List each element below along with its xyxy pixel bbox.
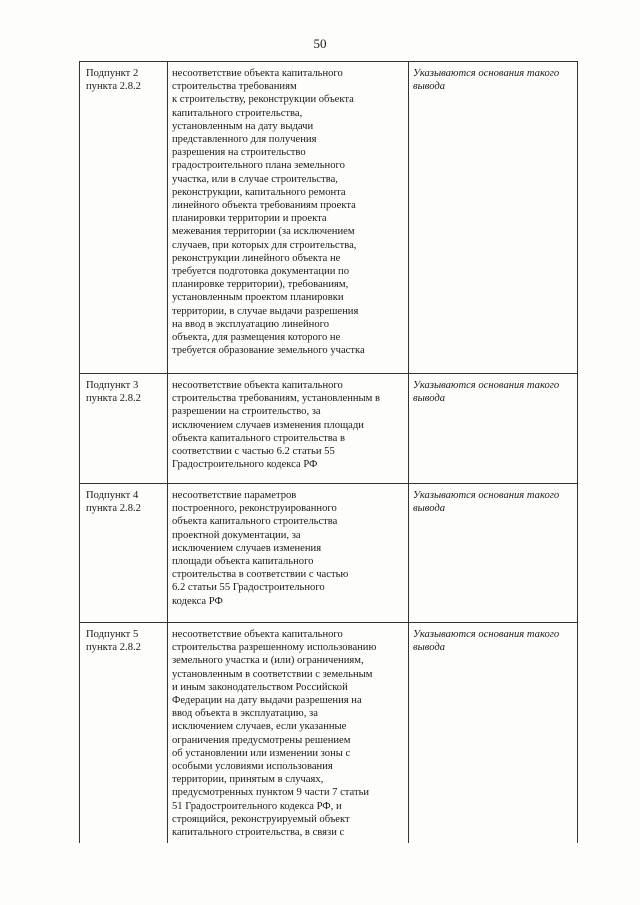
description-line: площади объекта капитального [172,556,314,568]
description-cell [168,62,409,374]
ref-line: Подпункт 2 [86,68,139,79]
description-line: разрешения на строительство [172,147,306,159]
description-line: территории, в случае выдачи разрешения [172,305,359,317]
description-line: установленным проектом планировки [172,292,344,304]
description-line: земельного участка и (или) ограничениям, [172,655,364,667]
description-line: кодекса РФ [172,595,223,607]
description-line: Федерации на дату выдачи разрешения на [172,695,362,707]
note-line: Указываются основания такого [413,490,560,501]
note-cell [409,62,578,374]
description-line: на ввод в эксплуатацию линейного [172,318,330,330]
note-line: вывода [413,393,446,405]
description-line: межевания территории (за исключением [172,226,355,238]
description-line: несоответствие параметров [172,490,297,501]
ref-line: Подпункт 4 [86,490,139,501]
description-line: 6.2 статьи 55 Градостроительного [172,582,325,594]
description-line: строительства в соответствии с частью [172,569,349,581]
description-line: линейного объекта требованиям проекта [172,200,356,212]
description-line: особыми условиями использования [172,761,333,773]
ref-cell [80,484,168,623]
note-line: вывода [413,503,446,515]
description-line: об установлении или изменении зоны с [172,747,351,759]
note-line: Указываются основания такого [413,629,560,640]
description-line: объекта, для размещения которого не [172,332,341,344]
ref-line: пункта 2.8.2 [86,81,141,93]
description-line: объекта капитального строительства в [172,432,345,444]
description-line: строительства требованиям [172,81,297,93]
description-line: исключением случаев, если указанные [172,721,347,733]
description-line: несоответствие объекта капитального [172,629,343,640]
note-cell [409,374,578,484]
ref-line: Подпункт 5 [86,629,139,640]
grounds-table [79,61,578,843]
description-line: соответствии с частью 6.2 статьи 55 [172,446,335,458]
ref-line: пункта 2.8.2 [86,642,141,654]
description-line: несоответствие объекта капитального [172,68,343,79]
description-line: исключением случаев изменения [172,542,322,554]
description-cell [168,623,409,844]
note-cell [409,484,578,623]
description-line: предусмотренных пунктом 9 части 7 статьи [172,787,370,799]
ref-line: пункта 2.8.2 [86,503,141,515]
table-body [80,62,578,844]
description-line: и иным законодательством Российской [172,681,348,693]
description-line: планировки территории и проекта [172,213,327,225]
description-line: несоответствие объекта капитального [172,380,343,391]
description-line: градостроительного плана земельного [172,160,345,172]
description-cell [168,374,409,484]
description-line: требуется образование земельного участка [172,345,365,357]
description-line: ограничения предусмотрены решением [172,734,351,746]
table-row [80,62,578,374]
ref-cell [80,62,168,374]
page-number: 50 [313,36,327,51]
description-line: требуется подготовка документации по [172,266,349,278]
description-line: представленного для получения [172,134,317,146]
table-row [80,623,578,844]
description-line: разрешении на строительство, за [172,406,321,418]
description-line: объекта капитального строительства [172,516,338,528]
description-line: проектной документации, за [172,529,301,541]
description-line: ввод объекта в эксплуатацию, за [172,708,318,720]
ref-cell [80,623,168,844]
description-line: Градостроительного кодекса РФ [172,459,318,471]
description-line: участка, или в случае строительства, [172,173,338,185]
ref-line: Подпункт 3 [86,380,139,391]
description-line: установленным на дату выдачи [172,120,314,132]
description-line: 51 Градостроительного кодекса РФ, и [172,800,342,812]
note-line: Указываются основания такого [413,380,560,391]
note-line: Указываются основания такого [413,68,560,79]
table-row [80,374,578,484]
description-line: капитального строительства, [172,107,303,119]
note-line: вывода [413,642,446,654]
description-line: реконструкции, капитального ремонта [172,186,346,198]
description-line: случаев, при которых для строительства, [172,239,357,251]
ref-cell [80,374,168,484]
description-line: реконструкции линейного объекта не [172,252,341,264]
description-line: территории, принятым в случаях, [172,774,324,786]
description-line: планировке территории), требованиям, [172,279,349,291]
note-line: вывода [413,81,446,93]
note-cell [409,623,578,844]
description-cell [168,484,409,623]
table-row [80,484,578,623]
description-line: установленным в соответствии с земельным [172,668,373,680]
description-line: строительства разрешенному использованию [172,642,377,654]
description-line: капитального строительства, в связи с [172,827,345,839]
description-line: строящийся, реконструируемый объект [172,813,350,825]
description-line: строительства требованиям, установленным в [172,393,381,405]
ref-line: пункта 2.8.2 [86,393,141,405]
description-line: к строительству, реконструкции объекта [172,94,354,106]
description-line: исключением случаев изменения площади [172,419,364,431]
description-line: построенного, реконструированного [172,503,337,515]
